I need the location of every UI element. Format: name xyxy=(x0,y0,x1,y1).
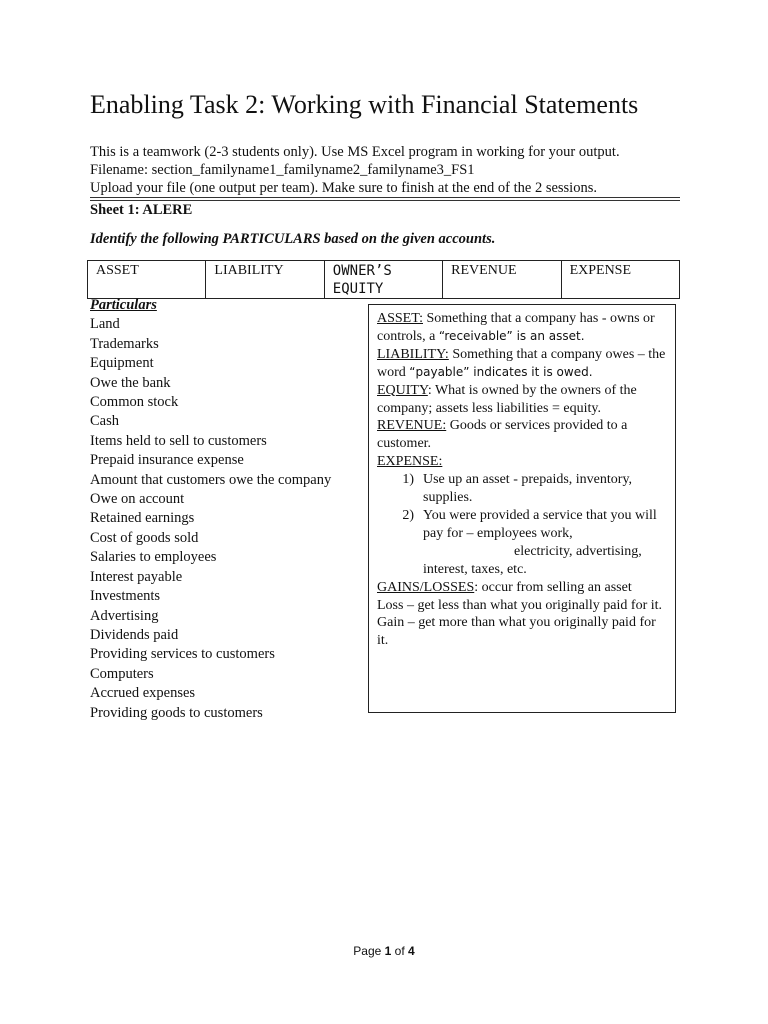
definition-revenue: REVENUE: Goods or services provided to a customer. xyxy=(377,418,628,452)
list-item: Cost of goods sold xyxy=(90,529,199,546)
list-item: Retained earnings xyxy=(90,510,195,527)
page-title: Enabling Task 2: Working with Financial Statements xyxy=(90,90,639,119)
definition-liability: LIABILITY: Something that a company owes – the word “payable” indicates it is owed. xyxy=(377,346,666,380)
intro-text xyxy=(90,143,620,197)
term-liability: LIABILITY: xyxy=(377,346,449,362)
term-revenue: REVENUE: xyxy=(377,418,447,434)
definitions-box xyxy=(368,304,676,713)
definition-gain: Gain – get more than what you originally paid for it. xyxy=(377,615,656,649)
list-item: Trademarks xyxy=(90,335,159,352)
list-item: Providing goods to customers xyxy=(90,704,263,721)
list-item: Amount that customers owe the company xyxy=(90,471,332,488)
list-item: Dividends paid xyxy=(90,626,179,643)
list-item: Common stock xyxy=(90,394,179,411)
definition-gains-losses: GAINS/LOSSES: occur from selling an asset xyxy=(377,579,632,595)
list-item: Land xyxy=(90,316,120,333)
definition-expense xyxy=(377,453,669,471)
page-number: Page 1 of 4 xyxy=(353,944,415,958)
definition-loss: Loss – get less than what you originally paid for it. xyxy=(377,597,663,613)
term-equity: EQUITY xyxy=(377,382,428,398)
definition-equity: EQUITY: What is owned by the owners of the company; assets less liabilities = equity. xyxy=(377,382,637,416)
instruction-text: Identify the following PARTICULARS based on the given accounts. xyxy=(90,231,496,247)
list-item: Advertising xyxy=(90,607,159,624)
list-item: Equipment xyxy=(90,355,154,372)
intro-line-2: Filename: section_familyname1_familyname2_familyname3_FS1 xyxy=(90,162,475,178)
expense-continuation: electricity, advertising, xyxy=(514,543,642,559)
list-item: Owe on account xyxy=(90,491,185,508)
category-expense: EXPENSE xyxy=(561,261,679,299)
accounts-category-table xyxy=(87,260,680,299)
particulars-heading: Particulars xyxy=(90,297,157,313)
table-row xyxy=(88,261,680,299)
sheet-label: Sheet 1: ALERE xyxy=(90,202,193,218)
list-item: Providing services to customers xyxy=(90,646,275,663)
intro-line-1: This is a teamwork (2-3 students only). Use MS Excel program in working for your output. xyxy=(90,144,620,160)
list-item: Items held to sell to customers xyxy=(90,432,267,449)
expense-continuation: interest, taxes, etc. xyxy=(423,561,527,577)
list-item: Owe the bank xyxy=(90,374,171,391)
list-item: Interest payable xyxy=(90,568,183,585)
term-expense: EXPENSE: xyxy=(377,454,443,470)
list-item: Investments xyxy=(90,588,161,605)
category-revenue: REVENUE xyxy=(443,261,561,299)
term-gains-losses: GAINS/LOSSES xyxy=(377,579,475,595)
definition-asset: ASSET: Something that a company has - owns or controls, a “receivable” is an asset. xyxy=(377,311,655,344)
category-asset: ASSET xyxy=(88,261,206,299)
category-owners-equity: OWNER’S EQUITY xyxy=(324,261,442,299)
list-item: Salaries to employees xyxy=(90,549,217,566)
term-asset: ASSET: xyxy=(377,311,423,326)
divider-line xyxy=(90,200,680,201)
list-item: Computers xyxy=(90,665,154,682)
category-liability: LIABILITY xyxy=(206,261,324,299)
divider-line xyxy=(90,197,680,198)
particulars-list xyxy=(90,296,331,723)
expense-list xyxy=(377,471,669,543)
list-item: Accrued expenses xyxy=(90,685,196,702)
list-item: 2. You were provided a service that you will pay for – employees work, xyxy=(421,507,669,543)
list-item: Cash xyxy=(90,413,119,430)
intro-line-3: Upload your file (one output per team). Make sure to finish at the end of the 2 sessions. xyxy=(90,180,597,196)
list-item: Prepaid insurance expense xyxy=(90,452,244,469)
list-item: 1. Use up an asset - prepaids, inventory, supplies. xyxy=(421,471,669,507)
